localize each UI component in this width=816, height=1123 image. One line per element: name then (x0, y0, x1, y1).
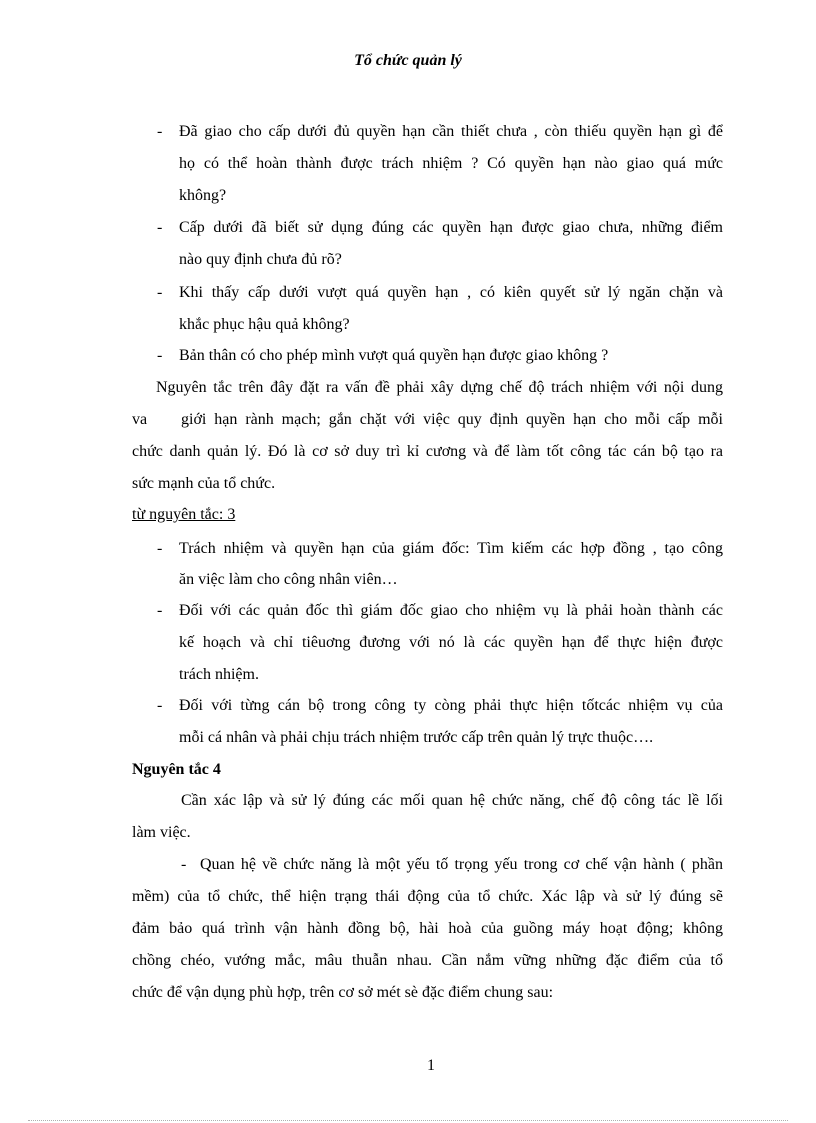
bullet-a3-line1: Khi thấy cấp dưới vượt quá quyền hạn , có kiên quyết sử lý ngăn chặn và (179, 284, 723, 301)
bullet-a1-line1: Đã giao cho cấp dưới đủ quyền hạn cần thiết chưa , còn thiếu quyền hạn gì để (179, 123, 723, 140)
paragraph-dash: - (181, 856, 187, 873)
bullet-a1-line2: họ có thể hoàn thành được trách nhiệm ? Có quyền hạn nào giao quá mức (179, 155, 723, 172)
para1-line3: chức danh quản lý. Đó là cơ sở duy trì kỉ cương và để làm tốt công tác cán bộ tạo ra (132, 443, 723, 460)
bullet-b2-line3: trách nhiệm. (179, 666, 259, 683)
bullet-dash: - (157, 284, 163, 301)
bullet-b3-line1: Đối với từng cán bộ trong công ty còng phải thực hiện tốtcác nhiệm vụ của (179, 697, 723, 714)
bullet-b1-line1: Trách nhiệm và quyền hạn của giám đốc: Tìm kiếm các hợp đồng , tạo công (179, 540, 723, 557)
bullet-dash: - (157, 219, 163, 236)
bullet-b2-line1: Đối với các quản đốc thì giám đốc giao cho nhiệm vụ là phải hoàn thành các (179, 602, 723, 619)
para1-line2-b: giới hạn rành mạch; gắn chặt với việc quy định quyền hạn cho mỗi cấp mỗi (181, 411, 723, 428)
bullet-b3-line2: mỗi cá nhân và phải chịu trách nhiệm trước cấp trên quản lý trực thuộc…. (179, 729, 654, 746)
running-header: Tổ chức quản lý (354, 52, 462, 69)
para3-line4: chồng chéo, vướng mắc, mâu thuẫn nhau. Cần nắm vững những đặc điểm của tổ (132, 952, 723, 969)
bullet-a3-line2: khắc phục hậu quả không? (179, 316, 350, 333)
para3-line2: mềm) của tổ chức, thể hiện trạng thái động của tổ chức. Xác lập và sử lý đúng sẽ (132, 888, 723, 905)
bullet-dash: - (157, 540, 163, 557)
bullet-b1-line2: ăn việc làm cho công nhân viên… (179, 571, 398, 588)
bullet-a2-line2: nào quy định chưa đủ rõ? (179, 251, 342, 268)
para1-line2-a: va (132, 411, 148, 428)
section-heading: Nguyên tắc 4 (132, 761, 221, 778)
para1-line1: Nguyên tắc trên đây đặt ra vấn đề phải xây dựng chế độ trách nhiệm với nội dung (156, 379, 723, 396)
para1-line4: sức mạnh của tổ chức. (132, 475, 276, 492)
para3-line1: Quan hệ về chức năng là một yếu tố trọng yếu trong cơ chế vận hành ( phần (200, 856, 723, 873)
bullet-dash: - (157, 697, 163, 714)
bullet-a4-line1: Bản thân có cho phép mình vượt quá quyền hạn được giao không ? (179, 347, 609, 364)
bullet-dash: - (157, 123, 163, 140)
bullet-a2-line1: Cấp dưới đã biết sử dụng đúng các quyền hạn được giao chưa, những điểm (179, 219, 723, 236)
bullet-b2-line2: kế hoạch và chỉ tiêuơng đương với nó là các quyền hạn để thực hiện được (179, 634, 723, 651)
para2-line2: làm việc. (132, 824, 191, 841)
para2-line1: Cần xác lập và sử lý đúng các mối quan hệ chức năng, chế độ công tác lề lối (181, 792, 723, 809)
bullet-a1-line3: không? (179, 187, 227, 204)
para3-line5: chức để vận dụng phù hợp, trên cơ sở mét sè đặc điểm chung sau: (132, 984, 554, 1001)
para3-line3: đảm bảo quá trình vận hành đồng bộ, hài hoà của guồng máy hoạt động; không (132, 920, 723, 937)
page-bottom-rule (28, 1120, 788, 1121)
page-number: 1 (427, 1057, 435, 1074)
bullet-dash: - (157, 602, 163, 619)
principle-reference-link[interactable]: từ nguyên tắc: 3 (132, 506, 236, 523)
bullet-dash: - (157, 347, 163, 364)
